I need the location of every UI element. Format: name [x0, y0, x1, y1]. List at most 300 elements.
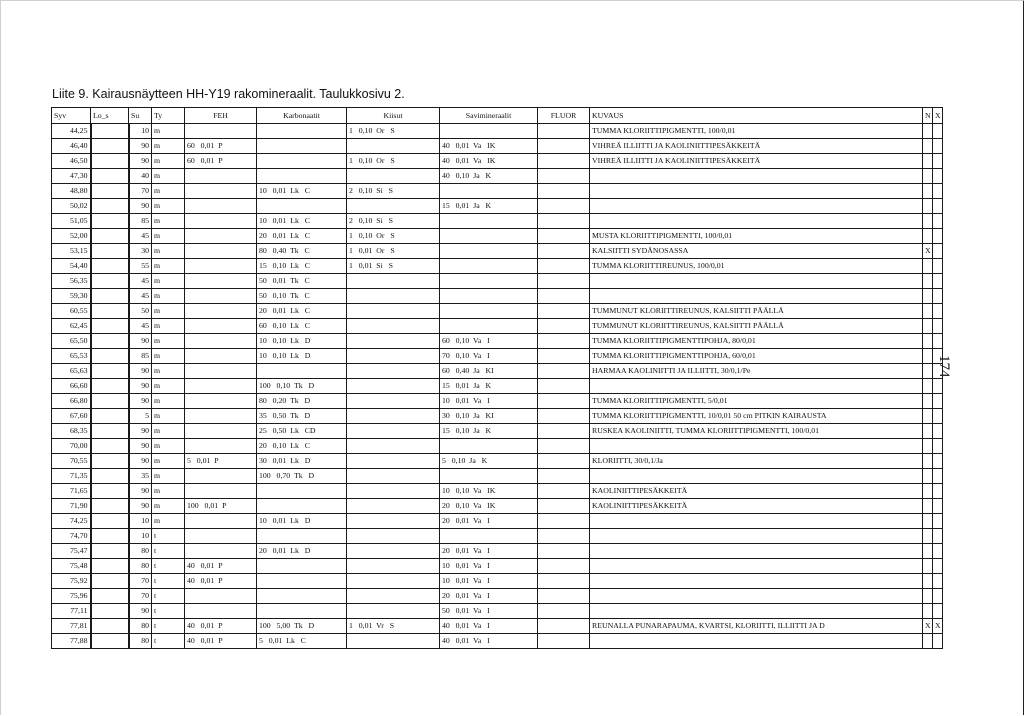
cell-kuvaus: KAOLINIITTIPESÄKKEITÄ — [590, 484, 923, 499]
table-row — [52, 589, 943, 604]
cell-kuvaus: TUMMA KLORIITTIPIGMENTTI, 10/0,01 50 cm PITKIN KAIRAUSTA — [590, 409, 923, 424]
cell-syv: 56,35 — [52, 274, 91, 289]
cell-feh: 100 0,01 P — [185, 499, 257, 514]
cell-n — [923, 319, 933, 334]
cell-kuvaus: VIHREÄ ILLIITTI JA KAOLINIITTIPESÄKKEITÄ — [590, 154, 923, 169]
cell-x: X — [933, 619, 943, 634]
cell-karbonaatit: 10 0,01 Lk D — [257, 514, 347, 529]
cell-n — [923, 559, 933, 574]
cell-feh — [185, 184, 257, 199]
cell-ty: m — [152, 139, 185, 154]
cell-feh — [185, 214, 257, 229]
cell-kiisut — [347, 409, 440, 424]
col-header-kuvaus: KUVAUS — [590, 108, 923, 124]
cell-ty: m — [152, 409, 185, 424]
cell-kuvaus — [590, 589, 923, 604]
cell-ty: t — [152, 529, 185, 544]
cell-kiisut — [347, 589, 440, 604]
cell-kiisut: 1 0,10 Or S — [347, 124, 440, 139]
cell-savimineraalit — [440, 304, 538, 319]
cell-x — [933, 349, 943, 364]
cell-feh — [185, 409, 257, 424]
cell-kiisut — [347, 319, 440, 334]
cell-ty: m — [152, 124, 185, 139]
cell-x — [933, 139, 943, 154]
cell-fluor — [538, 139, 590, 154]
cell-karbonaatit — [257, 574, 347, 589]
cell-kuvaus — [590, 559, 923, 574]
cell-kiisut: 2 0,10 Si S — [347, 214, 440, 229]
cell-savimineraalit: 40 0,01 Va I — [440, 619, 538, 634]
cell-kuvaus — [590, 274, 923, 289]
table-row — [52, 514, 943, 529]
cell-fluor — [538, 274, 590, 289]
col-header-karbonaatit: Karbonaatit — [257, 108, 347, 124]
cell-fluor — [538, 334, 590, 349]
cell-savimineraalit — [440, 124, 538, 139]
cell-feh — [185, 124, 257, 139]
cell-ty: m — [152, 259, 185, 274]
cell-lo-s — [91, 454, 129, 469]
table-row — [52, 439, 943, 454]
cell-syv: 65,53 — [52, 349, 91, 364]
cell-syv: 74,70 — [52, 529, 91, 544]
cell-x — [933, 154, 943, 169]
cell-feh — [185, 304, 257, 319]
cell-lo-s — [91, 469, 129, 484]
cell-lo-s — [91, 124, 129, 139]
cell-fluor — [538, 214, 590, 229]
cell-fluor — [538, 619, 590, 634]
table-row — [52, 259, 943, 274]
cell-lo-s — [91, 349, 129, 364]
cell-su: 45 — [129, 319, 152, 334]
cell-syv: 77,11 — [52, 604, 91, 619]
cell-feh: 60 0,01 P — [185, 139, 257, 154]
table-row — [52, 124, 943, 139]
cell-kiisut — [347, 514, 440, 529]
cell-syv: 54,40 — [52, 259, 91, 274]
cell-ty: t — [152, 604, 185, 619]
cell-savimineraalit — [440, 259, 538, 274]
cell-fluor — [538, 439, 590, 454]
cell-syv: 75,48 — [52, 559, 91, 574]
cell-savimineraalit: 40 0,01 Va IK — [440, 154, 538, 169]
mineral-table — [51, 107, 943, 649]
cell-su: 90 — [129, 379, 152, 394]
cell-x — [933, 634, 943, 649]
cell-lo-s — [91, 484, 129, 499]
cell-feh — [185, 229, 257, 244]
table-row — [52, 409, 943, 424]
cell-n — [923, 184, 933, 199]
cell-syv: 52,00 — [52, 229, 91, 244]
cell-kiisut — [347, 349, 440, 364]
cell-n — [923, 574, 933, 589]
cell-syv: 60,55 — [52, 304, 91, 319]
cell-fluor — [538, 199, 590, 214]
table-row — [52, 424, 943, 439]
cell-n — [923, 349, 933, 364]
cell-savimineraalit: 60 0,40 Ja KI — [440, 364, 538, 379]
cell-feh — [185, 529, 257, 544]
cell-karbonaatit: 50 0,10 Tk C — [257, 289, 347, 304]
cell-su: 80 — [129, 544, 152, 559]
cell-savimineraalit: 15 0,10 Ja K — [440, 424, 538, 439]
col-header-kiisut: Kiisut — [347, 108, 440, 124]
cell-x — [933, 334, 943, 349]
cell-lo-s — [91, 394, 129, 409]
cell-lo-s — [91, 619, 129, 634]
cell-syv: 50,02 — [52, 199, 91, 214]
table-row — [52, 349, 943, 364]
cell-fluor — [538, 124, 590, 139]
cell-kiisut — [347, 334, 440, 349]
cell-n — [923, 259, 933, 274]
cell-su: 45 — [129, 274, 152, 289]
cell-kuvaus: TUMMA KLORIITTIPIGMENTTIPOHJA, 60/0,01 — [590, 349, 923, 364]
cell-x — [933, 499, 943, 514]
cell-kiisut — [347, 604, 440, 619]
cell-kuvaus: KLORIITTI, 30/0,1/Ja — [590, 454, 923, 469]
cell-x — [933, 409, 943, 424]
cell-ty: m — [152, 454, 185, 469]
cell-syv: 68,35 — [52, 424, 91, 439]
cell-n — [923, 124, 933, 139]
cell-kiisut — [347, 544, 440, 559]
cell-feh — [185, 604, 257, 619]
cell-karbonaatit: 60 0,10 Lk C — [257, 319, 347, 334]
cell-savimineraalit: 10 0,01 Va I — [440, 394, 538, 409]
cell-fluor — [538, 559, 590, 574]
cell-kiisut: 1 0,01 Si S — [347, 259, 440, 274]
cell-syv: 51,05 — [52, 214, 91, 229]
cell-ty: m — [152, 184, 185, 199]
cell-x — [933, 259, 943, 274]
cell-feh — [185, 379, 257, 394]
cell-fluor — [538, 409, 590, 424]
cell-syv: 59,30 — [52, 289, 91, 304]
cell-savimineraalit: 50 0,01 Va I — [440, 604, 538, 619]
cell-feh — [185, 244, 257, 259]
cell-kuvaus: KALSIITTI SYDÄNOSASSA — [590, 244, 923, 259]
cell-feh: 5 0,01 P — [185, 454, 257, 469]
cell-karbonaatit: 10 0,01 Lk C — [257, 184, 347, 199]
cell-feh — [185, 349, 257, 364]
cell-ty: m — [152, 424, 185, 439]
cell-x — [933, 469, 943, 484]
cell-su: 10 — [129, 124, 152, 139]
cell-syv: 65,50 — [52, 334, 91, 349]
cell-feh — [185, 274, 257, 289]
cell-karbonaatit: 80 0,20 Tk D — [257, 394, 347, 409]
cell-kuvaus: TUMMA KLORIITTIPIGMENTTI, 100/0,01 — [590, 124, 923, 139]
cell-feh — [185, 364, 257, 379]
cell-su: 10 — [129, 529, 152, 544]
cell-karbonaatit — [257, 199, 347, 214]
table-row — [52, 304, 943, 319]
cell-lo-s — [91, 214, 129, 229]
cell-syv: 48,80 — [52, 184, 91, 199]
cell-n — [923, 454, 933, 469]
cell-n — [923, 274, 933, 289]
cell-kiisut — [347, 139, 440, 154]
cell-lo-s — [91, 634, 129, 649]
cell-feh — [185, 514, 257, 529]
table-row — [52, 484, 943, 499]
cell-savimineraalit: 5 0,10 Ja K — [440, 454, 538, 469]
cell-ty: m — [152, 289, 185, 304]
col-header-ty: Ty — [152, 108, 185, 124]
cell-kuvaus: HARMAA KAOLINIITTI JA ILLIITTI, 30/0,1/Pe — [590, 364, 923, 379]
cell-x — [933, 424, 943, 439]
cell-syv: 71,90 — [52, 499, 91, 514]
cell-fluor — [538, 544, 590, 559]
cell-kuvaus — [590, 184, 923, 199]
cell-n — [923, 289, 933, 304]
cell-fluor — [538, 634, 590, 649]
cell-kuvaus — [590, 514, 923, 529]
cell-feh — [185, 544, 257, 559]
cell-x — [933, 244, 943, 259]
page-title: Liite 9. Kairausnäytteen HH-Y19 rakomineraalit. Taulukkosivu 2. — [52, 87, 405, 101]
cell-karbonaatit — [257, 154, 347, 169]
cell-syv: 66,60 — [52, 379, 91, 394]
cell-fluor — [538, 349, 590, 364]
cell-fluor — [538, 184, 590, 199]
cell-syv: 46,40 — [52, 139, 91, 154]
cell-syv: 46,50 — [52, 154, 91, 169]
cell-lo-s — [91, 184, 129, 199]
cell-lo-s — [91, 589, 129, 604]
cell-su: 90 — [129, 424, 152, 439]
cell-su: 80 — [129, 559, 152, 574]
cell-feh — [185, 169, 257, 184]
cell-x — [933, 229, 943, 244]
cell-n — [923, 229, 933, 244]
cell-su: 50 — [129, 304, 152, 319]
cell-su: 5 — [129, 409, 152, 424]
cell-ty: m — [152, 439, 185, 454]
cell-ty: m — [152, 379, 185, 394]
cell-x — [933, 319, 943, 334]
cell-su: 30 — [129, 244, 152, 259]
cell-fluor — [538, 259, 590, 274]
cell-lo-s — [91, 364, 129, 379]
cell-kiisut — [347, 304, 440, 319]
table-header-row — [52, 108, 943, 124]
cell-savimineraalit: 10 0,10 Va IK — [440, 484, 538, 499]
cell-kuvaus: REUNALLA PUNARAPAUMA, KVARTSI, KLORIITTI, ILLIITTI JA D — [590, 619, 923, 634]
cell-savimineraalit: 20 0,10 Va IK — [440, 499, 538, 514]
cell-lo-s — [91, 409, 129, 424]
cell-n — [923, 484, 933, 499]
table-row — [52, 604, 943, 619]
cell-kuvaus — [590, 214, 923, 229]
table-body — [52, 124, 943, 649]
table-row — [52, 529, 943, 544]
table-row — [52, 184, 943, 199]
cell-feh — [185, 484, 257, 499]
cell-karbonaatit — [257, 484, 347, 499]
cell-kiisut — [347, 394, 440, 409]
cell-karbonaatit — [257, 499, 347, 514]
cell-kiisut — [347, 379, 440, 394]
cell-karbonaatit — [257, 169, 347, 184]
cell-kiisut — [347, 634, 440, 649]
cell-n — [923, 409, 933, 424]
cell-kuvaus: TUMMA KLORIITTIPIGMENTTIPOHJA, 80/0,01 — [590, 334, 923, 349]
cell-karbonaatit: 10 0,10 Lk D — [257, 349, 347, 364]
cell-su: 35 — [129, 469, 152, 484]
cell-karbonaatit: 100 0,70 Tk D — [257, 469, 347, 484]
cell-x — [933, 454, 943, 469]
cell-kuvaus: TUMMUNUT KLORIITTIREUNUS, KALSIITTI PÄÄLLÄ — [590, 304, 923, 319]
cell-fluor — [538, 499, 590, 514]
cell-kuvaus: KAOLINIITTIPESÄKKEITÄ — [590, 499, 923, 514]
cell-ty: m — [152, 304, 185, 319]
cell-kuvaus — [590, 169, 923, 184]
table-row — [52, 334, 943, 349]
cell-lo-s — [91, 154, 129, 169]
cell-kuvaus — [590, 529, 923, 544]
cell-n — [923, 514, 933, 529]
col-header-fluor: FLUOR — [538, 108, 590, 124]
cell-kiisut: 1 0,10 Or S — [347, 229, 440, 244]
cell-x — [933, 544, 943, 559]
cell-fluor — [538, 304, 590, 319]
cell-kuvaus — [590, 289, 923, 304]
cell-savimineraalit — [440, 439, 538, 454]
cell-ty: m — [152, 244, 185, 259]
cell-n — [923, 499, 933, 514]
cell-x — [933, 214, 943, 229]
cell-su: 90 — [129, 439, 152, 454]
cell-kuvaus: TUMMA KLORIITTIPIGMENTTI, 5/0,01 — [590, 394, 923, 409]
cell-feh — [185, 439, 257, 454]
cell-kuvaus — [590, 469, 923, 484]
cell-lo-s — [91, 304, 129, 319]
cell-feh — [185, 334, 257, 349]
cell-kiisut: 2 0,10 Si S — [347, 184, 440, 199]
cell-x — [933, 379, 943, 394]
cell-kiisut — [347, 169, 440, 184]
cell-x — [933, 484, 943, 499]
cell-lo-s — [91, 574, 129, 589]
cell-su: 85 — [129, 349, 152, 364]
cell-kuvaus: TUMMUNUT KLORIITTIREUNUS, KALSIITTI PÄÄLLÄ — [590, 319, 923, 334]
table-row — [52, 379, 943, 394]
cell-karbonaatit — [257, 589, 347, 604]
cell-x — [933, 169, 943, 184]
cell-feh — [185, 259, 257, 274]
cell-fluor — [538, 379, 590, 394]
cell-karbonaatit: 50 0,01 Tk C — [257, 274, 347, 289]
table-row — [52, 214, 943, 229]
cell-kuvaus: MUSTA KLORIITTIPIGMENTTI, 100/0,01 — [590, 229, 923, 244]
cell-x — [933, 604, 943, 619]
cell-savimineraalit: 15 0,01 Ja K — [440, 199, 538, 214]
cell-su: 80 — [129, 634, 152, 649]
cell-karbonaatit: 25 0,50 Lk CD — [257, 424, 347, 439]
cell-lo-s — [91, 559, 129, 574]
cell-feh — [185, 424, 257, 439]
cell-savimineraalit — [440, 289, 538, 304]
cell-karbonaatit: 80 0,40 Tk C — [257, 244, 347, 259]
cell-lo-s — [91, 439, 129, 454]
table-row — [52, 154, 943, 169]
cell-lo-s — [91, 334, 129, 349]
cell-n — [923, 394, 933, 409]
cell-kuvaus: RUSKEA KAOLINIITTI, TUMMA KLORIITTIPIGMENTTI, 100/0,01 — [590, 424, 923, 439]
cell-ty: m — [152, 229, 185, 244]
cell-n — [923, 544, 933, 559]
cell-savimineraalit — [440, 469, 538, 484]
cell-karbonaatit — [257, 604, 347, 619]
cell-fluor — [538, 484, 590, 499]
cell-kiisut — [347, 364, 440, 379]
cell-x — [933, 199, 943, 214]
cell-kiisut — [347, 469, 440, 484]
cell-x — [933, 304, 943, 319]
cell-karbonaatit — [257, 364, 347, 379]
cell-n — [923, 604, 933, 619]
cell-feh — [185, 469, 257, 484]
cell-ty: m — [152, 514, 185, 529]
cell-ty: m — [152, 349, 185, 364]
cell-x — [933, 439, 943, 454]
cell-savimineraalit — [440, 244, 538, 259]
cell-kuvaus: TUMMA KLORIITTIREUNUS, 100/0,01 — [590, 259, 923, 274]
cell-karbonaatit: 35 0,50 Tk D — [257, 409, 347, 424]
cell-n — [923, 589, 933, 604]
cell-karbonaatit: 100 0,10 Tk D — [257, 379, 347, 394]
cell-kuvaus — [590, 379, 923, 394]
col-header-n: N — [923, 108, 933, 124]
cell-kuvaus — [590, 574, 923, 589]
cell-syv: 53,15 — [52, 244, 91, 259]
cell-lo-s — [91, 319, 129, 334]
cell-lo-s — [91, 604, 129, 619]
cell-savimineraalit: 70 0,10 Va I — [440, 349, 538, 364]
cell-ty: t — [152, 574, 185, 589]
cell-n — [923, 304, 933, 319]
cell-su: 90 — [129, 334, 152, 349]
cell-fluor — [538, 529, 590, 544]
cell-syv: 66,80 — [52, 394, 91, 409]
cell-su: 40 — [129, 169, 152, 184]
cell-fluor — [538, 424, 590, 439]
table-row — [52, 319, 943, 334]
cell-savimineraalit: 40 0,10 Ja K — [440, 169, 538, 184]
cell-savimineraalit: 15 0,01 Ja K — [440, 379, 538, 394]
cell-syv: 75,92 — [52, 574, 91, 589]
cell-ty: m — [152, 394, 185, 409]
cell-karbonaatit: 10 0,01 Lk C — [257, 214, 347, 229]
cell-fluor — [538, 229, 590, 244]
cell-kiisut — [347, 559, 440, 574]
cell-savimineraalit: 40 0,01 Va IK — [440, 139, 538, 154]
cell-kuvaus — [590, 604, 923, 619]
cell-lo-s — [91, 499, 129, 514]
cell-su: 70 — [129, 589, 152, 604]
cell-fluor — [538, 574, 590, 589]
cell-fluor — [538, 589, 590, 604]
cell-karbonaatit — [257, 124, 347, 139]
cell-su: 90 — [129, 139, 152, 154]
table-row — [52, 469, 943, 484]
cell-n — [923, 469, 933, 484]
